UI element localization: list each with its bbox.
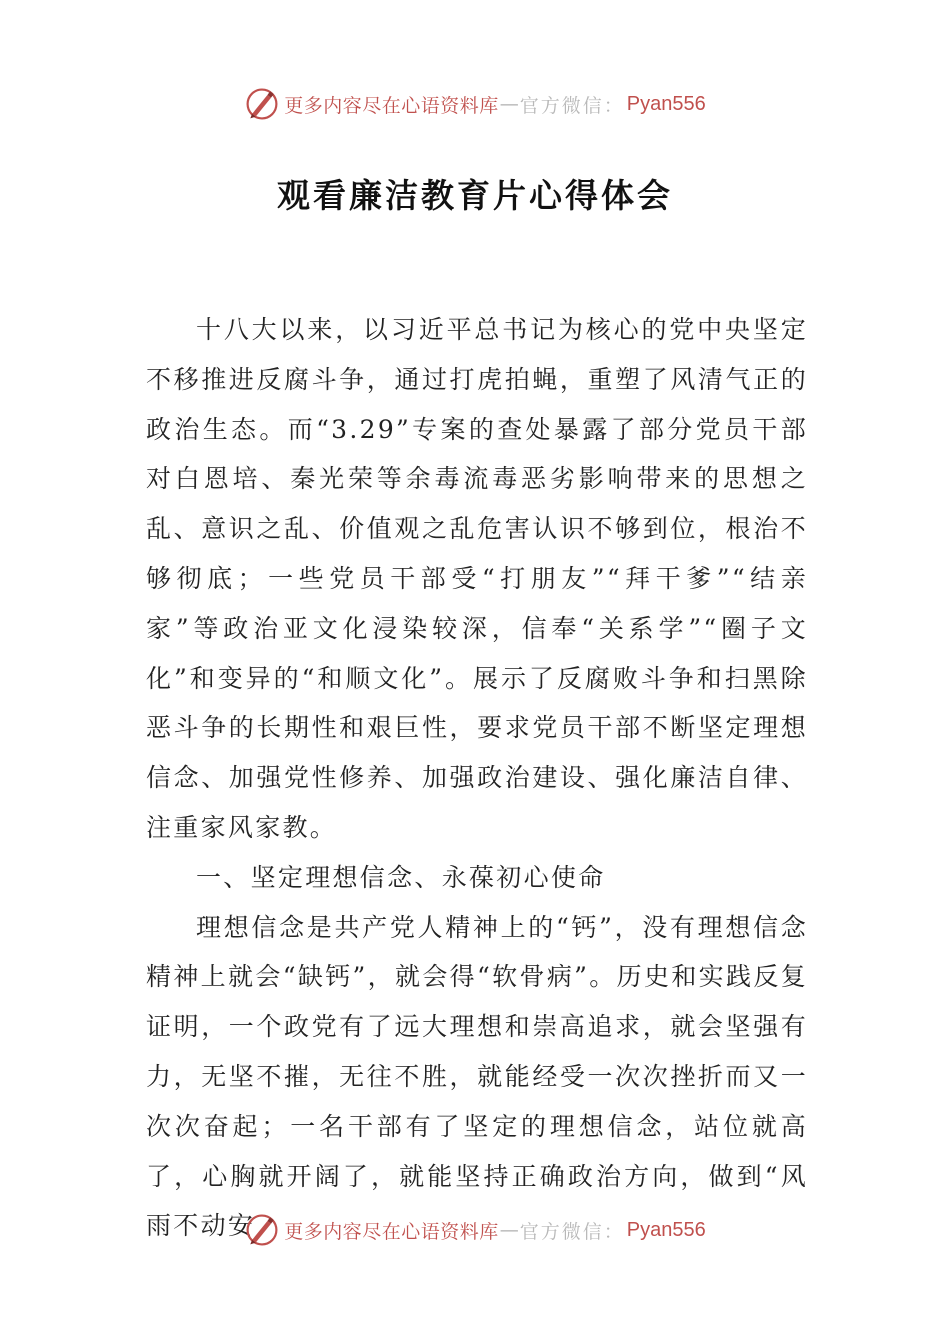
section-heading-1: 一、坚定理想信念、永葆初心使命 xyxy=(196,862,606,892)
pen-circle-icon xyxy=(244,1212,280,1248)
banner-dash: — xyxy=(499,1219,519,1241)
paragraph-intro: 十八大以来，以习近平总书记为核心的党中央坚定不移推进反腐斗争，通过打虎拍蝇，重塑了风清气正的政治生态。而“3.29”专案的查处暴露了部分党员干部对白恩培、秦光荣等余毒流毒恶劣影响带来的思想之乱、意识之乱、价值观之乱危害认识不够到位，根治不够彻底；一些党员干部受“打朋友”“拜干爹”“结亲家”等政治亚文化浸染较深，信奉“关系学”“圈子文化”和变异的“和顺文化”。展示了反腐败斗争和扫黑除恶斗争的长期性和艰巨性，要求党员干部不断坚定理想信念、加强党性修养、加强政治建设、强化廉洁自律、注重家风家教。 xyxy=(146,315,808,842)
banner-wechat-id: Pyan556 xyxy=(626,92,706,115)
banner-main-text: 更多内容尽在心语资料库 xyxy=(284,94,499,117)
footer-watermark-banner xyxy=(0,1208,950,1252)
paragraph-section-1: 理想信念是共产党人精神上的“钙”，没有理想信念精神上就会“缺钙”，就会得“软骨病”。历史和实践反复证明，一个政党有了远大理想和崇高追求，就会坚强有力，无坚不摧，无往不胜，就能经受一次次挫折而又一次次奋起；一名干部有了坚定的理想信念，站位就高了，心胸就开阔了，就能坚持正确政治方向，做到“风雨不动安 xyxy=(146,912,808,1241)
banner-wechat-id: Pyan556 xyxy=(626,1218,706,1241)
pen-circle-icon xyxy=(244,86,280,122)
banner-sub-text: 官方微信： xyxy=(519,94,625,117)
banner-main-text: 更多内容尽在心语资料库 xyxy=(284,1220,499,1243)
document-title: 观看廉洁教育片心得体会 xyxy=(277,176,673,215)
header-watermark-banner xyxy=(0,82,950,126)
document-body xyxy=(146,305,808,1251)
banner-sub-text: 官方微信： xyxy=(519,1220,625,1243)
banner-dash: — xyxy=(499,93,519,115)
